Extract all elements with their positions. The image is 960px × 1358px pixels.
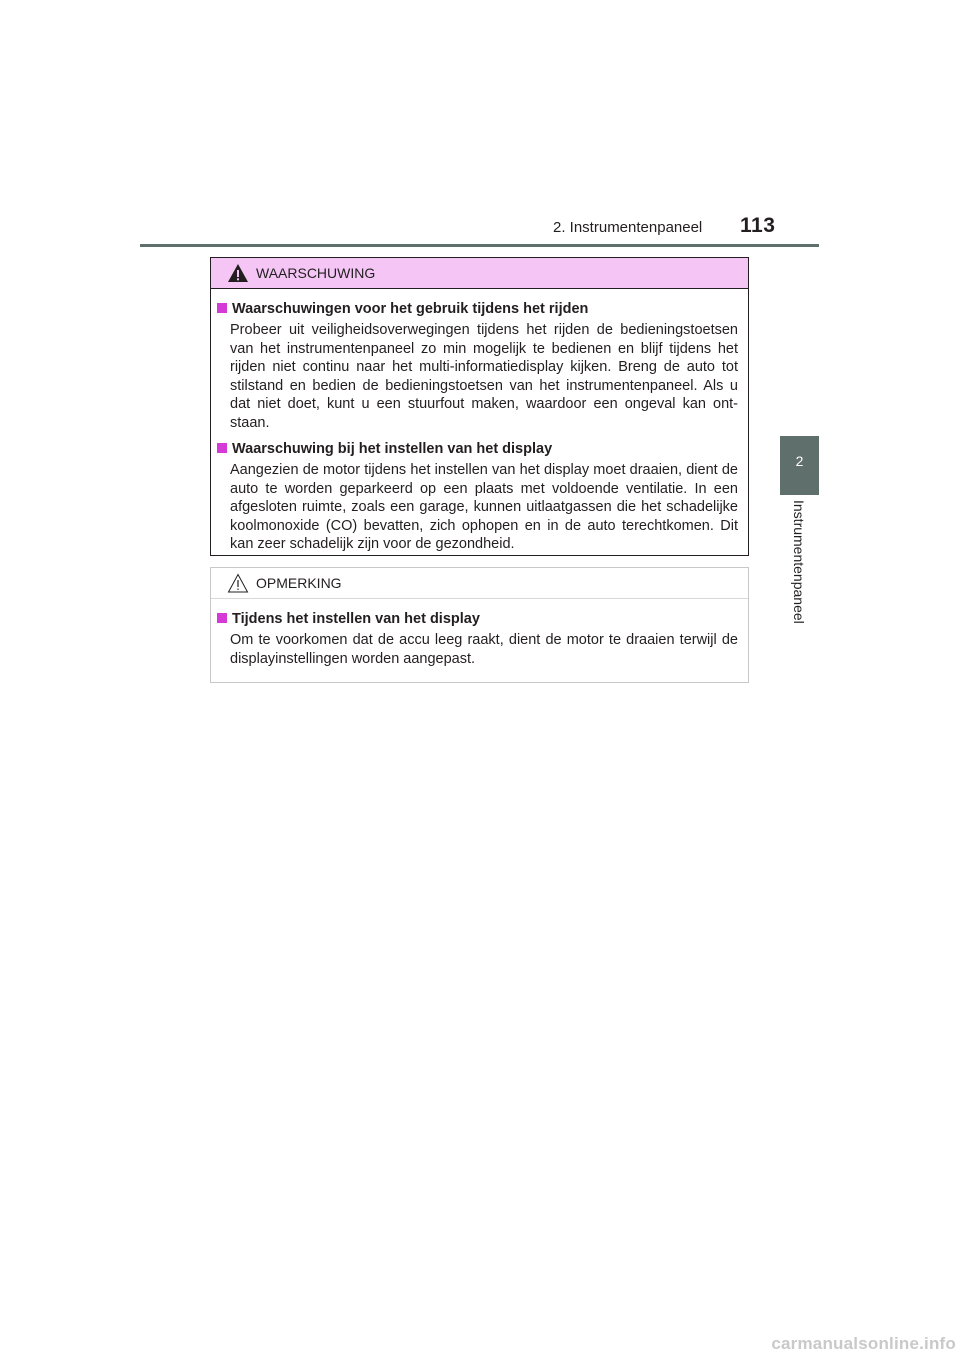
warning-item-heading: Waarschuwing bij het instellen van het display	[232, 441, 553, 457]
notice-item	[217, 610, 738, 668]
warning-header	[211, 258, 748, 289]
notice-box	[210, 567, 749, 683]
bullet-square-icon	[217, 303, 227, 313]
watermark[interactable]: carmanualsonline.info	[771, 1334, 956, 1353]
notice-header	[211, 568, 748, 599]
warning-item	[217, 300, 738, 432]
bullet-square-icon	[217, 443, 227, 453]
warning-item-heading: Waarschuwingen voor het gebruik tijdens het rijden	[232, 301, 589, 317]
bullet-square-icon	[217, 613, 227, 623]
warning-triangle-icon	[227, 263, 249, 283]
caution-outline-triangle-icon	[227, 573, 249, 593]
chapter-tab	[780, 436, 819, 495]
warning-item-body: Probeer uit veiligheidsoverwegingen tijdens het rijden de bedieningstoetsen van het instrumentenpaneel zo min mogelijk te bedienen en blijf tijdens het rijden niet continu naar het multi-informatiedisplay kijken. Breng de auto tot stilstand en bedien de bedieningstoetsen van het instrumentenpaneel. Als u dat niet doet, kunt u een stuurfout maken, waardoor een ongeval kan ont-staan.	[230, 322, 738, 431]
warning-title: WAARSCHUWING	[256, 265, 376, 281]
notice-item-body: Om te voorkomen dat de accu leeg raakt, dient de motor te draaien terwijl de displayinstellingen worden aangepast.	[230, 632, 738, 667]
warning-item-body: Aangezien de motor tijdens het instellen van het display moet draaien, dient de auto te worden geparkeerd op een plaats met voldoende ventilatie. In een afgesloten ruimte, zoals een garage, kunnen uitlaatgassen die het schadelijke koolmonoxide (CO) bevatten, zich ophopen en in de auto terechtkomen. Dit kan zeer schadelijk zijn voor de gezondheid.	[230, 462, 738, 552]
notice-title: OPMERKING	[256, 575, 342, 591]
header-rule	[140, 244, 819, 247]
warning-box	[210, 257, 749, 556]
warning-item	[217, 440, 738, 554]
chapter-number: 2	[795, 453, 804, 469]
section-title: 2. Instrumentenpaneel	[553, 219, 703, 236]
page-number: 113	[740, 214, 776, 237]
chapter-label: Instrumentenpaneel	[791, 500, 807, 624]
notice-item-heading: Tijdens het instellen van het display	[232, 611, 480, 627]
